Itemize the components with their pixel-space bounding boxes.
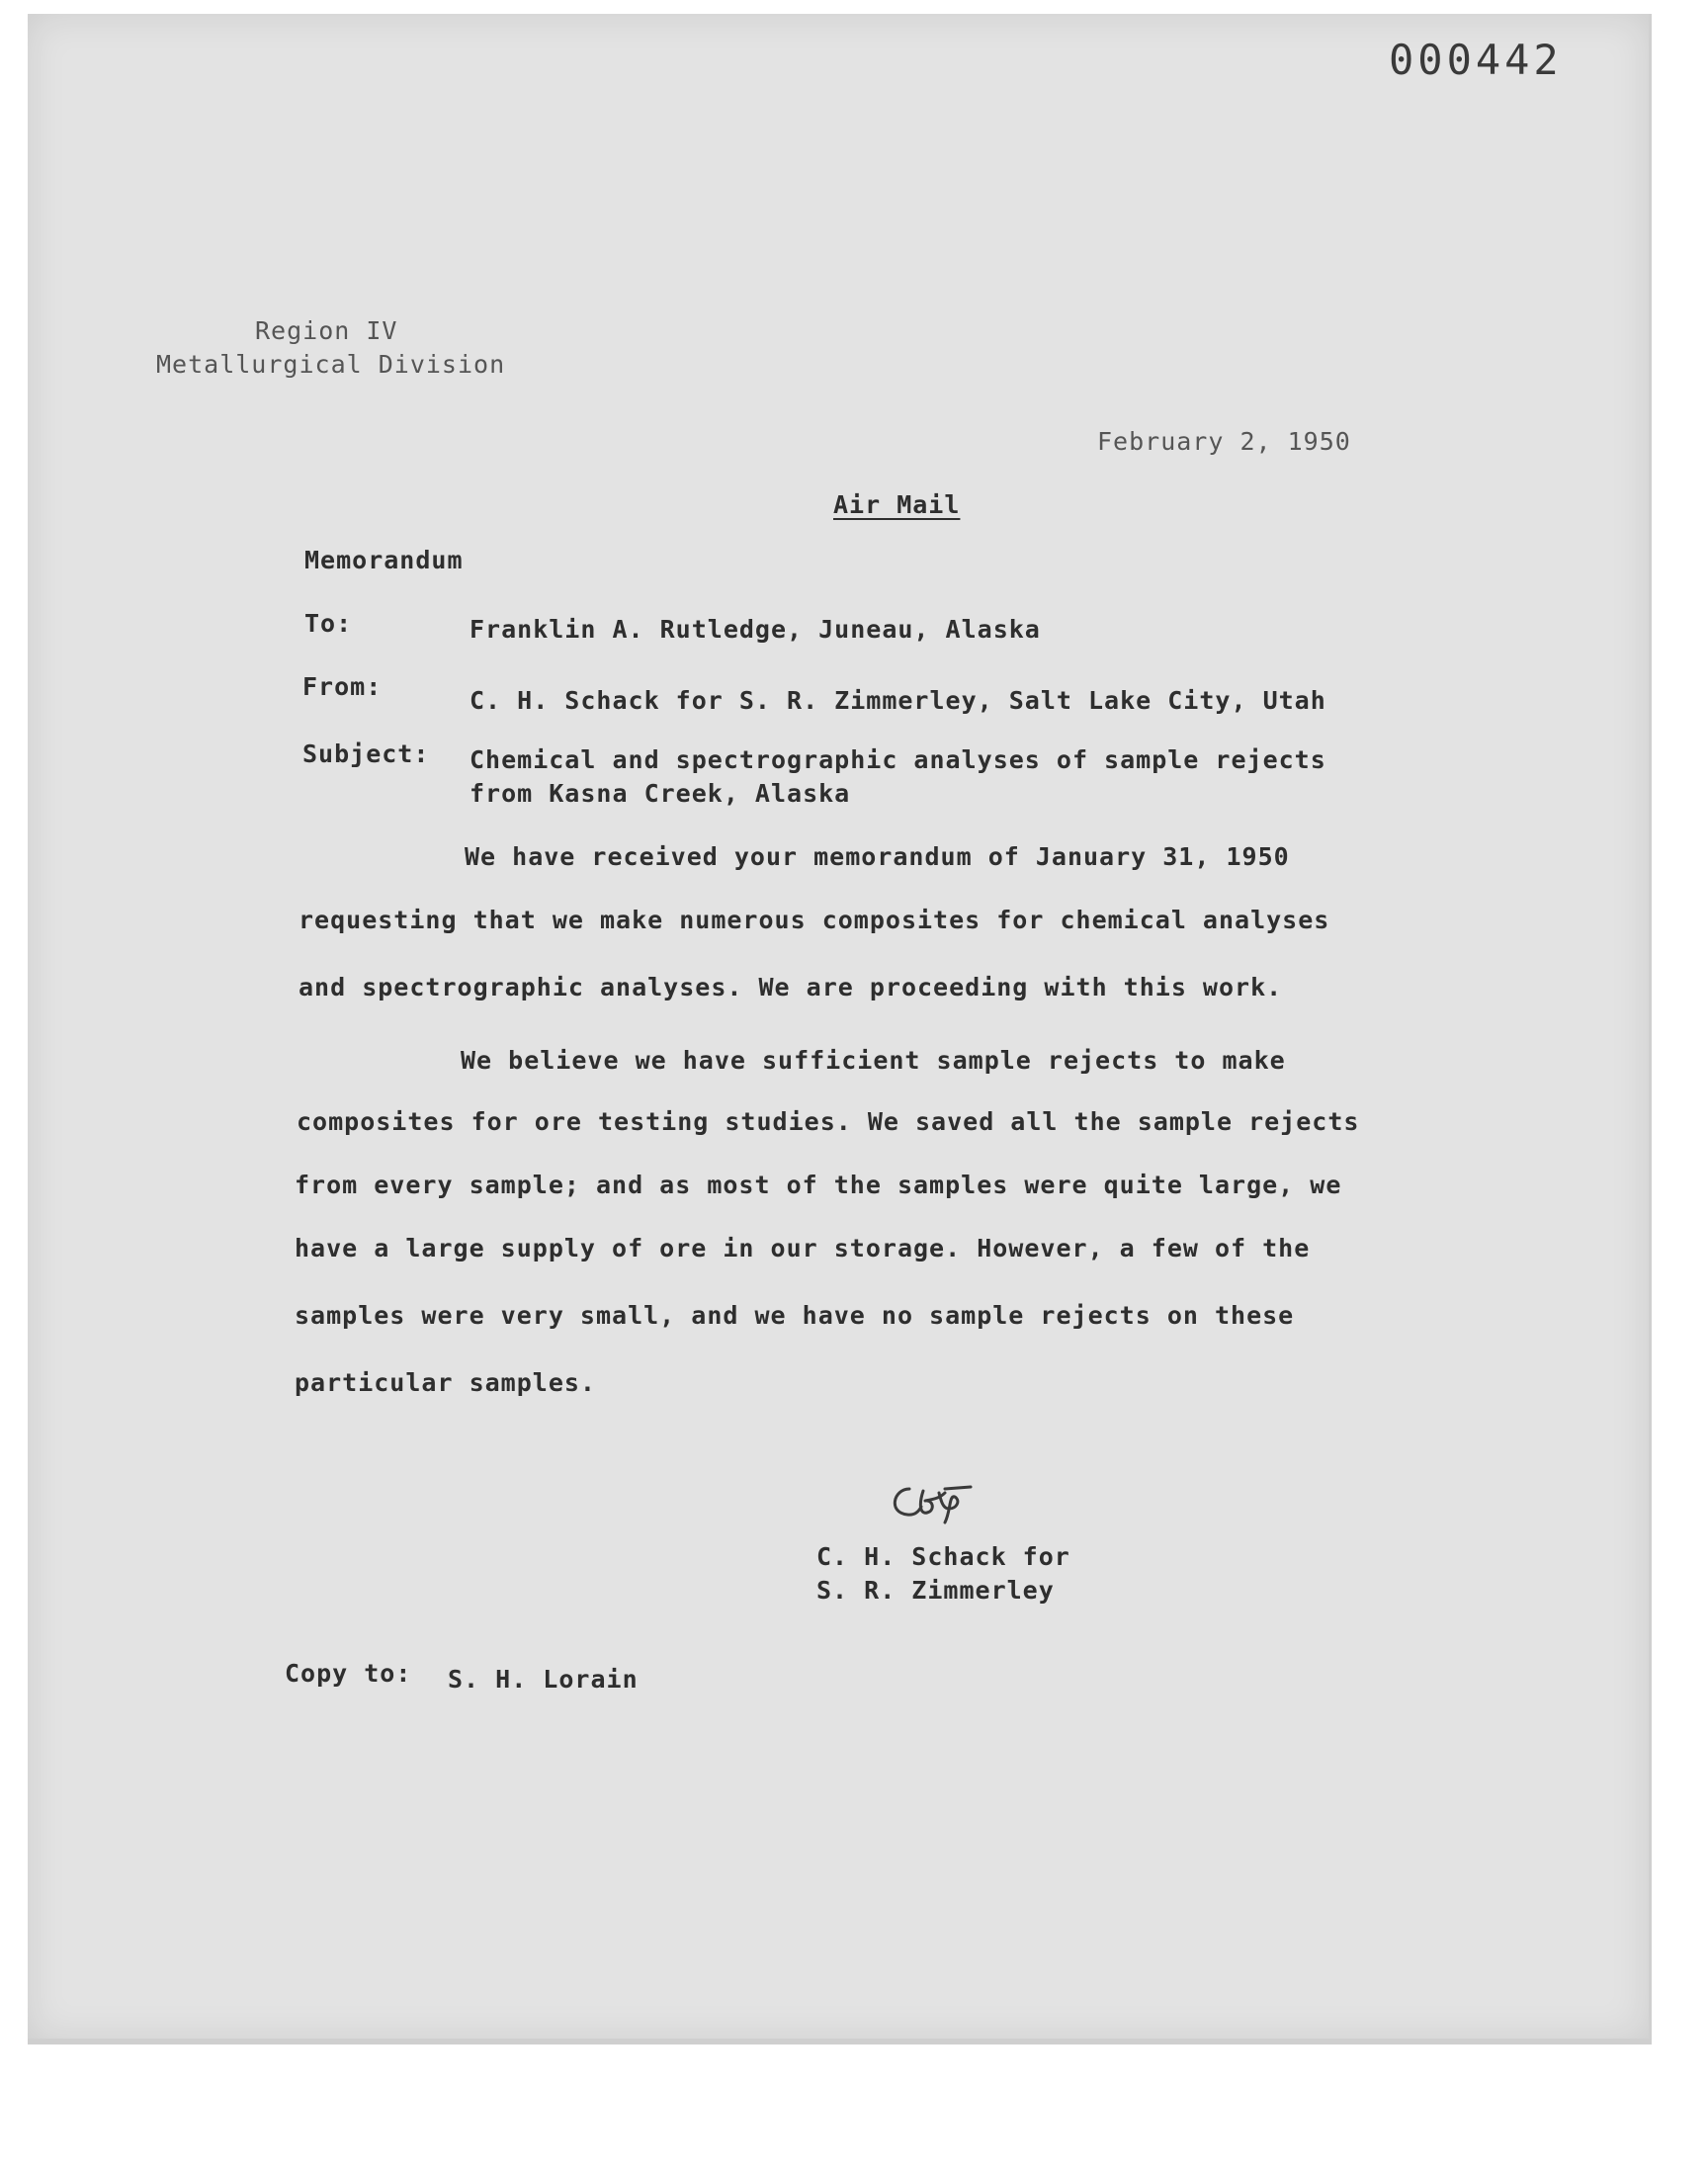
signature-line-1: C. H. Schack for bbox=[816, 1542, 1070, 1571]
to-label: To: bbox=[304, 609, 353, 638]
body-line: We believe we have sufficient sample rejects to make bbox=[461, 1046, 1286, 1075]
subject-label: Subject: bbox=[302, 740, 430, 768]
delivery-method: Air Mail bbox=[833, 490, 961, 519]
body-line: requesting that we make numerous composites for chemical analyses bbox=[299, 906, 1330, 934]
subject-line-1: Chemical and spectrographic analyses of sample rejects bbox=[470, 745, 1326, 774]
signature-line-2: S. R. Zimmerley bbox=[816, 1576, 1055, 1605]
copy-value: S. H. Lorain bbox=[448, 1665, 639, 1694]
body-line: composites for ore testing studies. We saved all the sample rejects bbox=[297, 1107, 1360, 1136]
subject-line-2: from Kasna Creek, Alaska bbox=[470, 779, 851, 808]
memo-type: Memorandum bbox=[304, 546, 464, 574]
division: Metallurgical Division bbox=[156, 350, 506, 379]
handwritten-initials bbox=[880, 1471, 988, 1530]
body-line: We have received your memorandum of January 31, 1950 bbox=[465, 842, 1290, 871]
body-line: and spectrographic analyses. We are proceeding with this work. bbox=[299, 973, 1283, 1001]
copy-label: Copy to: bbox=[285, 1659, 412, 1688]
region: Region IV bbox=[255, 316, 398, 345]
body-line: samples were very small, and we have no sample rejects on these bbox=[295, 1301, 1295, 1330]
document-number: 000442 bbox=[1389, 36, 1563, 84]
body-line: have a large supply of ore in our storage. However, a few of the bbox=[295, 1234, 1311, 1262]
to-value: Franklin A. Rutledge, Juneau, Alaska bbox=[470, 615, 1041, 644]
from-label: From: bbox=[302, 672, 383, 701]
body-line: from every sample; and as most of the samples were quite large, we bbox=[295, 1171, 1342, 1199]
body-line: particular samples. bbox=[295, 1368, 596, 1397]
from-value: C. H. Schack for S. R. Zimmerley, Salt Lake City, Utah bbox=[470, 686, 1326, 715]
sheet-edge bbox=[28, 2039, 1652, 2044]
date: February 2, 1950 bbox=[1097, 427, 1351, 456]
